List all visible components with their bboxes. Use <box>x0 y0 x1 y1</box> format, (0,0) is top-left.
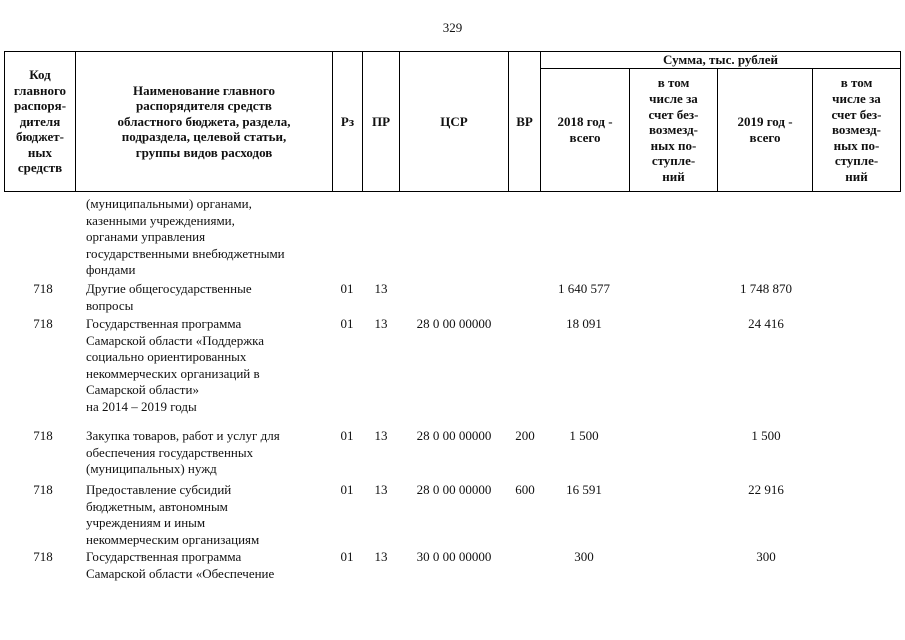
row-sum-2018: 18 091 <box>566 316 602 331</box>
row-rz: 01 <box>340 428 354 443</box>
row-name: (муниципальными) органами, казенными учреждениями, органами управления государственными внебюджетными фондами <box>86 196 285 277</box>
row-pr: 13 <box>374 281 388 296</box>
row-csr: 30 0 00 00000 <box>416 549 492 564</box>
header-grant-2018: в том числе за счет без- возмезд- ных по- ступле- ний <box>648 75 699 184</box>
row-sum-2018: 1 640 577 <box>558 281 610 296</box>
header-grant-2019: в том числе за счет без- возмезд- ных по- ступле- ний <box>831 75 882 184</box>
row-rz: 01 <box>340 281 354 296</box>
header-total-2019: 2019 год - всего <box>737 114 793 145</box>
page-number: 329 <box>442 20 463 35</box>
row-sum-2019: 22 916 <box>748 482 784 497</box>
header-pr: ПР <box>371 113 391 129</box>
row-name: Предоставление субсидий бюджетным, автономным учреждениям и иным некоммерческим организациям <box>86 482 260 547</box>
row-code: 718 <box>33 316 53 331</box>
row-sum-2018: 1 500 <box>569 428 599 443</box>
row-code: 718 <box>33 281 53 296</box>
row-code: 718 <box>33 428 53 443</box>
header-code: Код главного распоря- дителя бюджет- ных средств <box>13 66 67 176</box>
row-csr: 28 0 00 00000 <box>416 316 492 331</box>
row-code: 718 <box>33 482 53 497</box>
row-pr: 13 <box>374 482 388 497</box>
row-sum-2018: 16 591 <box>566 482 602 497</box>
row-pr: 13 <box>374 428 388 443</box>
row-rz: 01 <box>340 482 354 497</box>
row-name: Другие общегосударственные вопросы <box>86 281 252 313</box>
row-sum-2019: 24 416 <box>748 316 784 331</box>
row-code: 718 <box>33 549 53 564</box>
row-name: Государственная программа Самарской области «Обеспечение <box>86 549 275 581</box>
row-csr: 28 0 00 00000 <box>416 482 492 497</box>
row-csr: 28 0 00 00000 <box>416 428 492 443</box>
row-name: Государственная программа Самарской области «Поддержка социально ориентированных некоммерческих организаций в Самарской области» на 2014 – 2019 годы <box>86 316 265 414</box>
header-sum-group: Сумма, тыс. рублей <box>663 52 778 68</box>
row-vr: 200 <box>515 428 535 443</box>
row-name: Закупка товаров, работ и услуг для обеспечения государственных (муниципальных) нужд <box>86 428 280 476</box>
row-sum-2019: 300 <box>756 549 776 564</box>
row-rz: 01 <box>340 549 354 564</box>
header-name: Наименование главного распорядителя средств областного бюджета, раздела, подраздела, целевой статьи, группы видов расходов <box>117 82 291 160</box>
row-sum-2019: 1 748 870 <box>740 281 792 296</box>
row-pr: 13 <box>374 549 388 564</box>
row-sum-2018: 300 <box>574 549 594 564</box>
header-csr: ЦСР <box>440 113 468 129</box>
row-pr: 13 <box>374 316 388 331</box>
header-total-2018: 2018 год - всего <box>557 114 613 145</box>
row-rz: 01 <box>340 316 354 331</box>
header-rz: Рз <box>340 113 355 129</box>
row-sum-2019: 1 500 <box>751 428 781 443</box>
header-vr: ВР <box>516 113 533 129</box>
row-vr: 600 <box>515 482 535 497</box>
